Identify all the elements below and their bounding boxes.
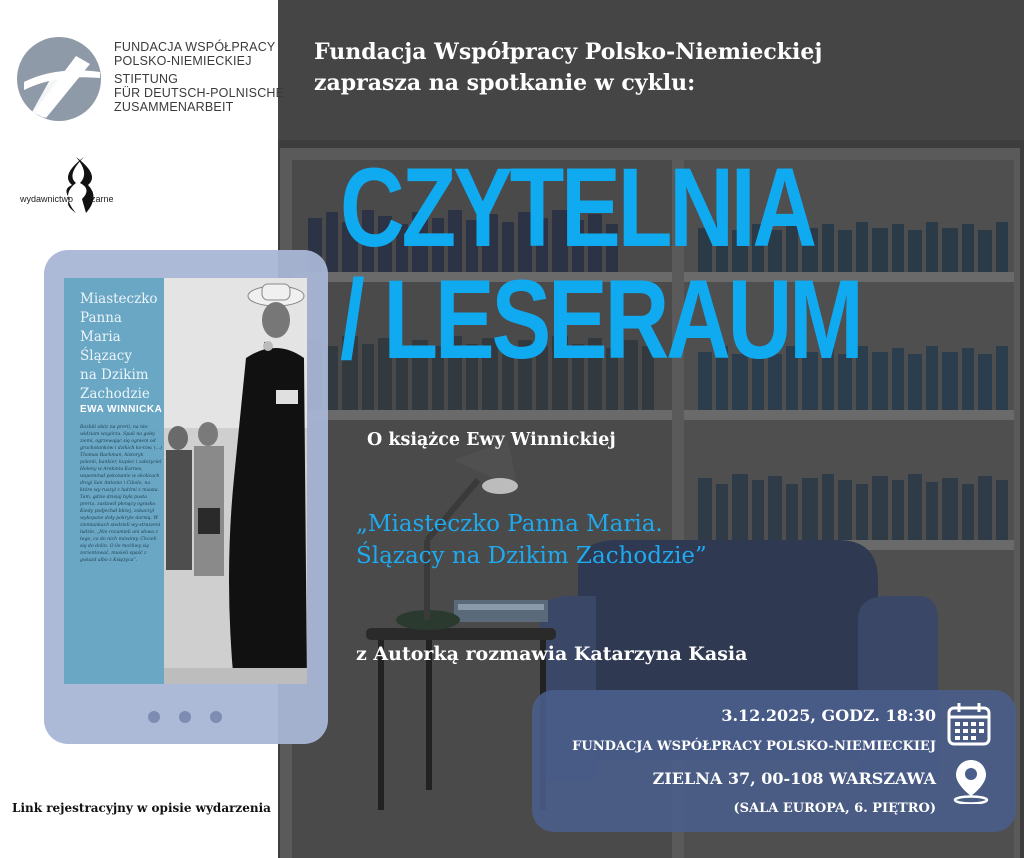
about-book: O książce Ewy Winnickiej: [367, 430, 616, 450]
cover-blurb: Rozbili obóz na prerii, na nie-widziam wzgórza. Spali na gołej ziemi, ogrzewając się ogniem od gruchotanków i dzikich ko-tów. (...) Thomas Rackman, historyk polonii, bankier, kupiec i założyciel Heleny w Arekiniu Karnes, wspominał pokonanie w okolicach drogi San Antonio i Cibolo, na które wy-ruszył z ludźmi z miasta. Tam, gdzie dzisiaj była pusta preria, zastawił płonący ognisko. Kiedy podjechał bliżej, zobaczył wykopane doły pokryte darnią. W ziemiankach siedzieli wy-straszeni ludzie. „Nie rozumieli ani słowa z tego, co do nich mówimy. Chcieli się do dolin. O ile możliwy się zorientować, musieli spaść z gwiazd albo z Księżyca”.: [80, 425, 162, 563]
location-pin-icon: [952, 758, 990, 804]
sponsor-line-de-1: STIFTUNG: [114, 72, 179, 86]
publisher-name: [20, 194, 114, 204]
cover-author: EWA WINNICKA: [80, 404, 163, 415]
event-datetime: 3.12.2025, GODZ. 18:30: [721, 706, 936, 725]
publisher-left: wydawnictwo: [20, 194, 74, 204]
heading-line-2: zaprasza na spotkanie w cyklu:: [314, 70, 696, 96]
series-title-line-1: CZYTELNIA: [340, 145, 814, 270]
cover-title: [80, 290, 170, 404]
registration-note: Link rejestracyjny w opisie wydarzenia: [12, 801, 271, 815]
tablet-dots: [148, 708, 241, 727]
czarne-logo-icon: [20, 155, 120, 215]
heading-line-1: Fundacja Współpracy Polsko-Niemieckiej: [314, 39, 823, 65]
event-address: ZIELNA 37, 00-108 WARSZAWA: [652, 769, 936, 788]
sponsor-line-pl-1: FUNDACJA WSPÓŁPRACY: [114, 40, 276, 54]
series-title-line-2: / LESERAUM: [340, 257, 861, 382]
conversation-line: z Autorką rozmawia Katarzyna Kasia: [356, 643, 748, 665]
publisher-right: zarne: [91, 194, 114, 204]
book-title-line-1: „Miasteczko Panna Maria.: [356, 511, 663, 537]
book-title-line-2: Ślązacy na Dzikim Zachodzie”: [356, 543, 707, 569]
cover-title-line: Panna: [80, 310, 122, 326]
event-room: (SALA EUROPA, 6. PIĘTRO): [733, 801, 936, 816]
cover-title-line: Zachodzie: [80, 386, 150, 402]
sponsor-name: [114, 40, 284, 114]
cover-title-line: Miasteczko: [80, 291, 158, 307]
event-organizer: FUNDACJA WSPÓŁPRACY POLSKO-NIEMIECKIEJ: [572, 739, 936, 754]
calendar-icon: [946, 701, 992, 747]
sponsor-line-de-2: FÜR DEUTSCH-POLNISCHE: [114, 86, 285, 100]
book-title-quote: [356, 508, 707, 572]
invitation-heading: [314, 37, 822, 99]
fwpn-logo-icon: [16, 36, 102, 122]
series-title: [340, 145, 861, 382]
cover-photo: [164, 278, 307, 684]
cover-title-line: Maria: [80, 329, 121, 345]
sponsor-line-pl-2: POLSKO-NIEMIECKIEJ: [114, 54, 252, 68]
sponsor-line-de-3: ZUSAMMENARBEIT: [114, 100, 234, 114]
cover-title-line: na Dzikim: [80, 367, 149, 383]
book-cover: [64, 278, 307, 684]
cover-title-line: Ślązacy: [80, 348, 132, 364]
